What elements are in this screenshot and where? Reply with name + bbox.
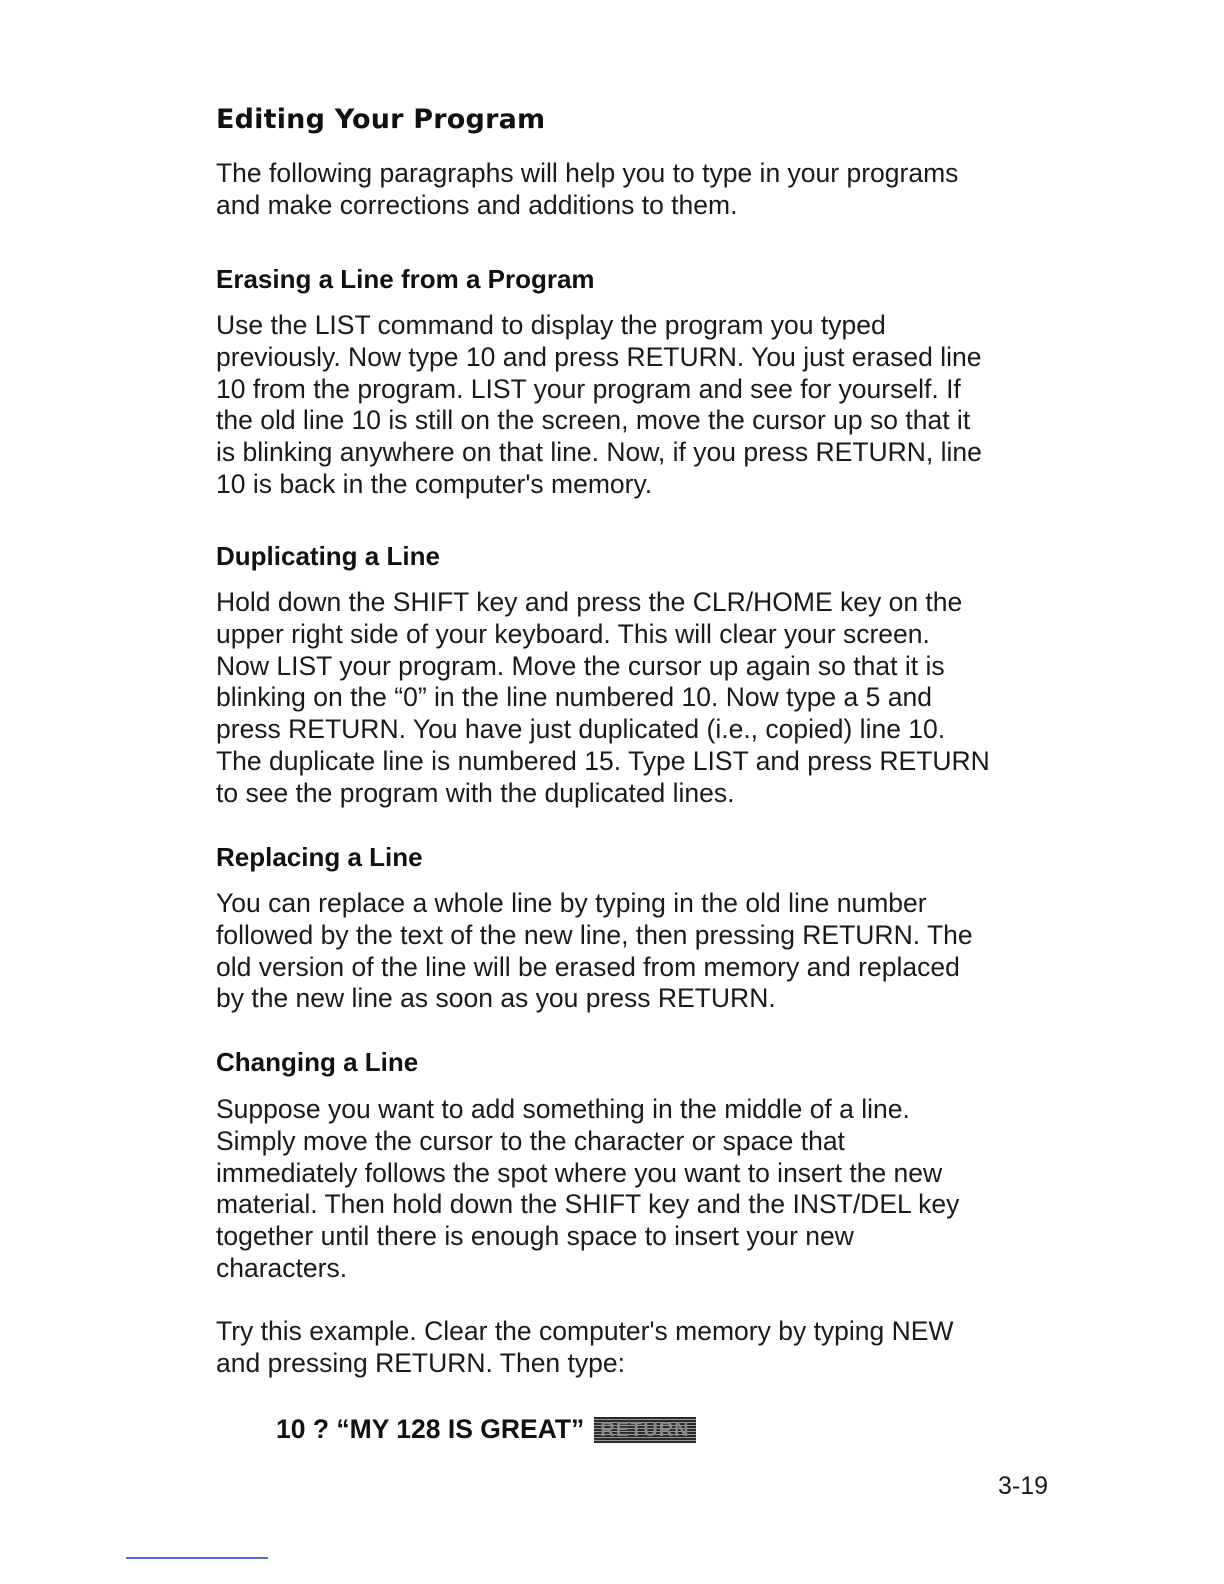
text-line: Simply move the cursor to the character or space that: [216, 1125, 845, 1156]
text-line: Try this example. Clear the computer's memory by typing NEW: [216, 1316, 954, 1346]
text-line: previously. Now type 10 and press RETURN. You just erased line: [216, 341, 982, 372]
section-body-erasing: [216, 310, 982, 501]
text-line: and make corrections and additions to them.: [216, 189, 738, 220]
section-heading-duplicating: Duplicating a Line: [216, 541, 440, 571]
text-line: the old line 10 is still on the screen, move the cursor up so that it: [216, 405, 971, 436]
page-number: 3-19: [998, 1472, 1049, 1500]
page-edge-rule: [126, 1557, 268, 1559]
section-heading-erasing: Erasing a Line from a Program: [216, 264, 595, 294]
text-line: Now LIST your program. Move the cursor up again so that it is: [216, 650, 945, 681]
text-line: material. Then hold down the SHIFT key and the INST/DEL key: [216, 1189, 960, 1220]
text-line: The duplicate line is numbered 15. Type LIST and press RETURN: [216, 745, 990, 776]
section-heading-replacing: Replacing a Line: [216, 842, 423, 872]
code-text: 10 ? “MY 128 IS GREAT”: [276, 1414, 585, 1444]
return-key-icon: RETURN: [594, 1417, 695, 1443]
example-paragraph: [216, 1316, 953, 1380]
text-line: immediately follows the spot where you want to insert the new: [216, 1157, 943, 1188]
section-body-changing: [216, 1094, 959, 1285]
text-line: Suppose you want to add something in the middle of a line.: [216, 1094, 910, 1124]
text-line: The following paragraphs will help you to type in your programs: [216, 158, 959, 188]
page-title: Editing Your Program: [216, 104, 546, 135]
code-example: [276, 1414, 696, 1445]
text-line: 10 is back in the computer's memory.: [216, 468, 653, 499]
section-body-duplicating: [216, 587, 990, 810]
text-line: You can replace a whole line by typing in the old line number: [216, 888, 927, 918]
text-line: to see the program with the duplicated lines.: [216, 777, 735, 808]
intro-paragraph: [216, 158, 958, 222]
text-line: Use the LIST command to display the program you typed: [216, 310, 886, 340]
text-line: blinking on the “0” in the line numbered 10. Now type a 5 and: [216, 682, 932, 713]
text-line: old version of the line will be erased from memory and replaced: [216, 951, 960, 982]
text-line: together until there is enough space to insert your new: [216, 1221, 854, 1252]
section-body-replacing: [216, 888, 973, 1015]
text-line: followed by the text of the new line, then pressing RETURN. The: [216, 919, 973, 950]
text-line: Hold down the SHIFT key and press the CLR/HOME key on the: [216, 587, 963, 617]
text-line: 10 from the program. LIST your program and see for yourself. If: [216, 373, 961, 404]
section-heading-changing: Changing a Line: [216, 1047, 419, 1077]
text-line: is blinking anywhere on that line. Now, if you press RETURN, line: [216, 437, 982, 468]
text-line: by the new line as soon as you press RETURN.: [216, 983, 776, 1014]
text-line: characters.: [216, 1252, 348, 1283]
text-line: upper right side of your keyboard. This will clear your screen.: [216, 618, 930, 649]
text-line: press RETURN. You have just duplicated (i.e., copied) line 10.: [216, 714, 946, 745]
text-line: and pressing RETURN. Then type:: [216, 1347, 625, 1378]
